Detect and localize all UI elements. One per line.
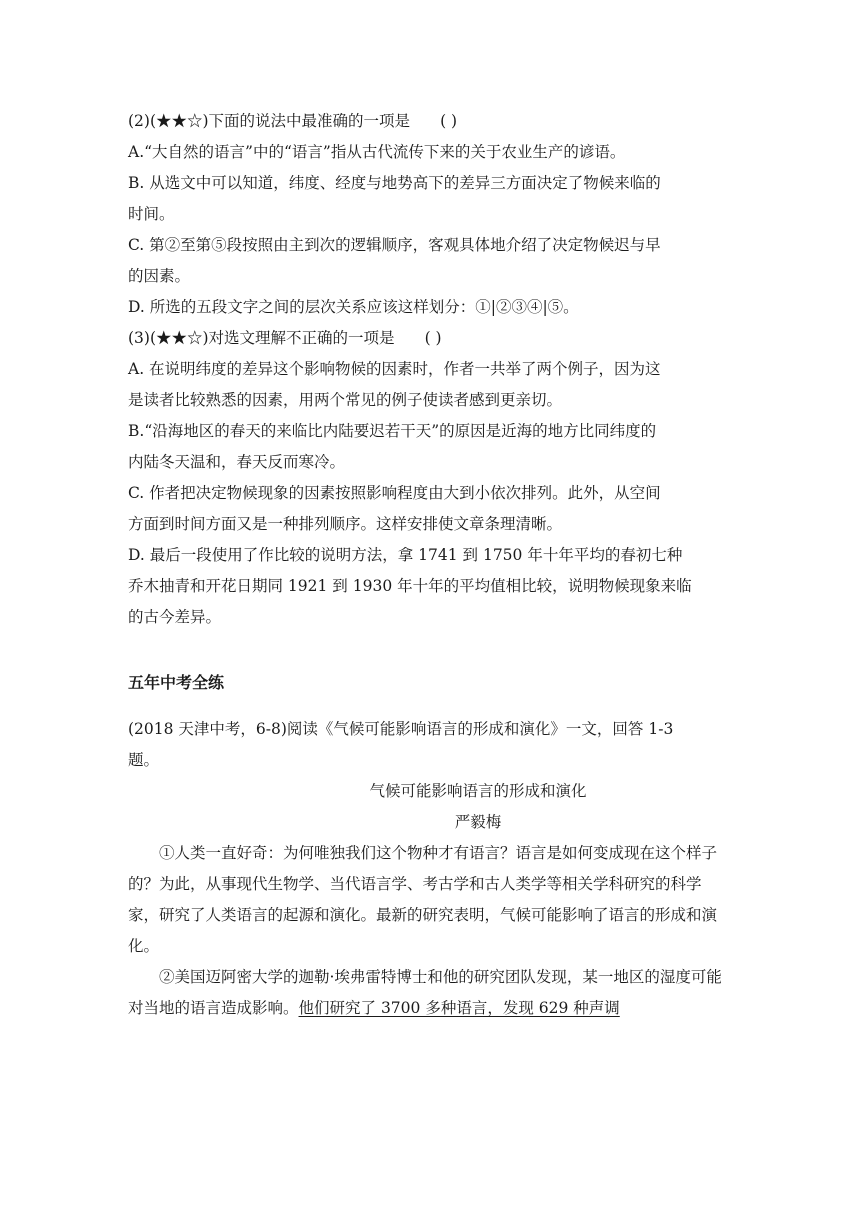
article-author: 严毅梅 [454, 813, 502, 831]
section-intro-line2: 题。 [128, 751, 160, 769]
q3-option-d-line2: 乔木抽青和开花日期同 1921 到 1930 年十年的平均值相比较，说明物候现象来临 [128, 577, 692, 595]
question-2-stem [128, 106, 732, 137]
q2-option-b-line1: B. 从选文中可以知道，纬度、经度与地势高下的差异三方面决定了物候来临的 [128, 174, 661, 192]
q3-option-d-line1: D. 最后一段使用了作比较的说明方法，拿 1741 到 1750 年十年平均的春初七种 [128, 546, 683, 564]
q3-option-b-line2: 内陆冬天温和，春天反而寒冷。 [128, 453, 346, 471]
q2-option-d: D. 所选的五段文字之间的层次关系应该这样划分：①|②③④|⑤。 [128, 298, 579, 316]
q3-option-d-line3: 的古今差异。 [128, 608, 222, 626]
q2-option-a: A.“大自然的语言”中的“语言”指从古代流传下来的关于农业生产的谚语。 [128, 143, 626, 161]
q3-option-c-line1: C. 作者把决定物候现象的因素按照影响程度由大到小依次排列。此外，从空间 [128, 484, 661, 502]
question-3-stem [128, 323, 732, 354]
article-title: 气候可能影响语言的形成和演化 [369, 782, 587, 800]
q2-option-b-line2: 时间。 [128, 205, 175, 223]
q2-option-c-line2: 的因素。 [128, 267, 191, 285]
article-paragraph-2 [128, 962, 732, 1024]
q2-option-c-line1: C. 第②至第⑤段按照由主到次的逻辑顺序，客观具体地介绍了决定物候迟与早 [128, 236, 661, 254]
question-2-text: (2)(★★☆)下面的说法中最准确的一项是 [128, 112, 411, 130]
document-page [128, 106, 732, 1024]
answer-blank: ( ) [424, 329, 442, 347]
q3-option-a-line1: A. 在说明纬度的差异这个影响物候的因素时，作者一共举了两个例子，因为这 [128, 360, 661, 378]
section-title: 五年中考全练 [128, 673, 225, 692]
section-intro-line1: (2018 天津中考，6-8)阅读《气候可能影响语言的形成和演化》一文，回答 1-3 [128, 720, 674, 738]
q3-option-a-line2: 是读者比较熟悉的因素，用两个常见的例子使读者感到更亲切。 [128, 391, 563, 409]
answer-blank: ( ) [440, 112, 458, 130]
q3-option-c-line2: 方面到时间方面又是一种排列顺序。这样安排使文章条理清晰。 [128, 515, 563, 533]
question-3-text: (3)(★★☆)对选文理解不正确的一项是 [128, 329, 395, 347]
underlined-sentence: 他们研究了 3700 多种语言，发现 629 种声调 [298, 999, 620, 1017]
article-paragraph-1: ①人类一直好奇：为何唯独我们这个物种才有语言？语言是如何变成现在这个样子的？为此，从事现代生物学、当代语言学、考古学和古人类学等相关学科研究的科学家，研究了人类语言的起源和演化。最新的研究表明，气候可能影响了语言的形成和演化。 [128, 844, 718, 955]
q3-option-b-line1: B.“沿海地区的春天的来临比内陆要迟若干天”的原因是近海的地方比同纬度的 [128, 422, 657, 440]
paragraph-2-text: ②美国迈阿密大学的迦勒·埃弗雷特博士和他的研究团队发现，某一地区的湿度可能对当地的语言造成影响。 [128, 968, 722, 1017]
